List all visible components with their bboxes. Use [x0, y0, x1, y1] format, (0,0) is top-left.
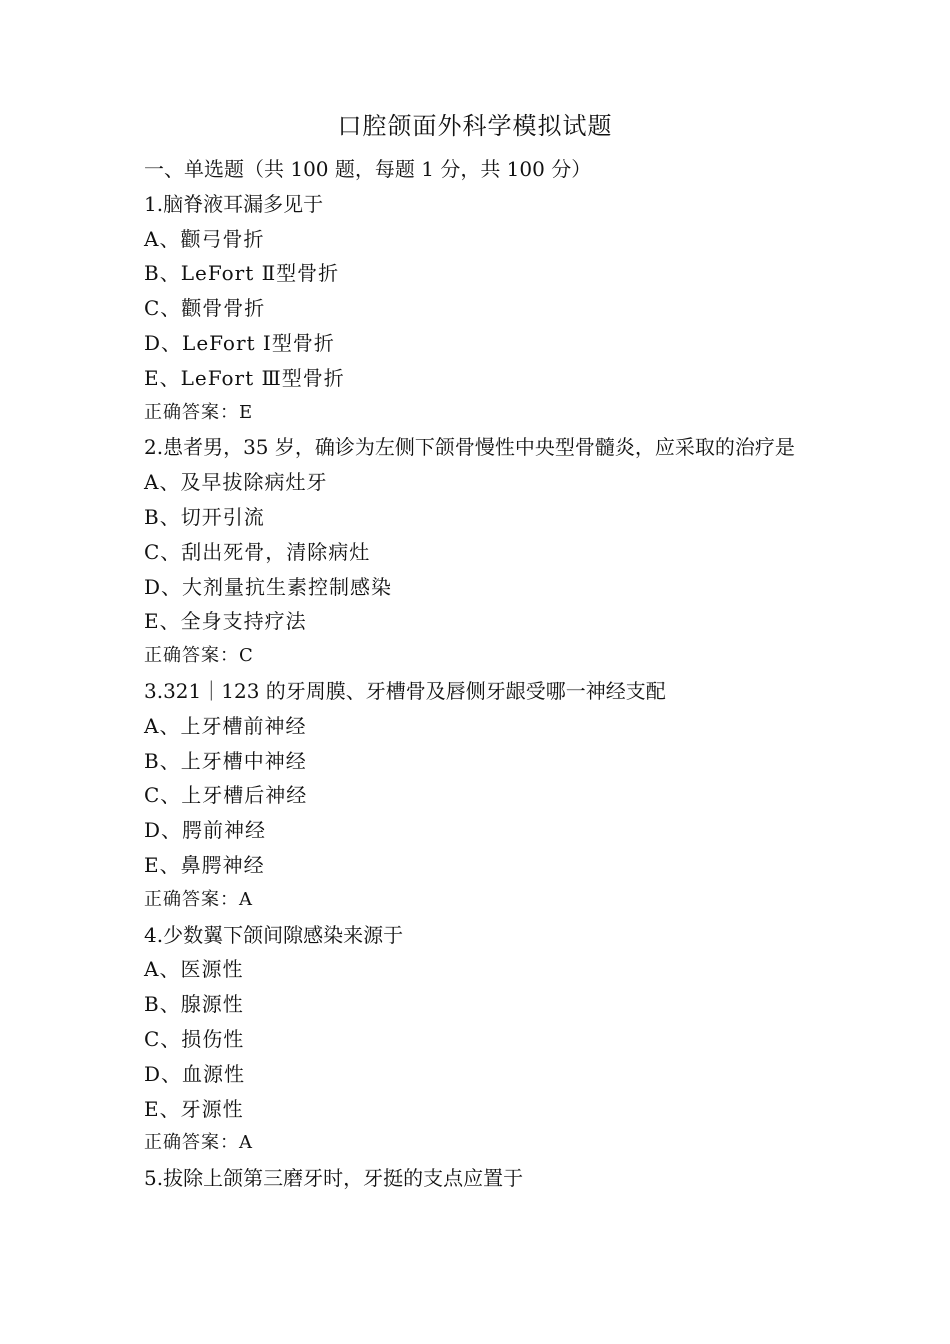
- question-block: [144, 1161, 824, 1196]
- option-d: D、血源性: [144, 1061, 246, 1086]
- question-stem: 5.拔除上颌第三磨牙时，牙挺的支点应置于: [144, 1166, 524, 1191]
- option-e: E、牙源性: [144, 1096, 244, 1121]
- question-block: [144, 430, 824, 674]
- option-e: E、LeFort Ⅲ型骨折: [144, 365, 345, 390]
- option-e: E、全身支持疗法: [144, 609, 307, 634]
- question-stem: 3.321｜123 的牙周膜、牙槽骨及唇侧牙龈受哪一神经支配: [144, 678, 666, 703]
- option-a: A、颧弓骨折: [144, 226, 265, 251]
- question-stem: 2.患者男，35 岁，确诊为左侧下颌骨慢性中央型骨髓炎，应采取的治疗是: [144, 435, 795, 460]
- option-c: C、刮出死骨，清除病灶: [144, 539, 371, 564]
- option-b: B、腺源性: [144, 992, 244, 1017]
- question-stem: 1.脑脊液耳漏多见于: [144, 191, 324, 216]
- option-e: E、鼻腭神经: [144, 852, 265, 877]
- question-stem: 4.少数翼下颌间隙感染来源于: [144, 922, 404, 947]
- question-block: [144, 674, 824, 918]
- option-d: D、LeFort Ⅰ型骨折: [144, 330, 335, 355]
- correct-answer: 正确答案：A: [144, 888, 253, 910]
- option-c: C、颧骨骨折: [144, 296, 266, 321]
- question-block: [144, 918, 824, 1162]
- correct-answer: 正确答案：E: [144, 401, 254, 423]
- option-d: D、腭前神经: [144, 818, 267, 843]
- section-heading: 一、单选题（共 100 题，每题 1 分，共 100 分）: [144, 157, 592, 181]
- option-c: C、上牙槽后神经: [144, 783, 308, 808]
- option-a: A、及早拔除病灶牙: [144, 470, 328, 495]
- question-block: [144, 187, 824, 431]
- option-d: D、大剂量抗生素控制感染: [144, 574, 393, 599]
- option-b: B、切开引流: [144, 504, 265, 529]
- question-list: [144, 152, 824, 1196]
- option-a: A、上牙槽前神经: [144, 713, 307, 738]
- document-title: 口腔颌面外科学模拟试题: [337, 112, 613, 140]
- option-b: B、LeFort Ⅱ型骨折: [144, 261, 340, 286]
- option-c: C、损伤性: [144, 1026, 245, 1051]
- option-a: A、医源性: [144, 957, 244, 982]
- option-b: B、上牙槽中神经: [144, 748, 307, 773]
- correct-answer: 正确答案：C: [144, 645, 254, 667]
- correct-answer: 正确答案：A: [144, 1132, 253, 1154]
